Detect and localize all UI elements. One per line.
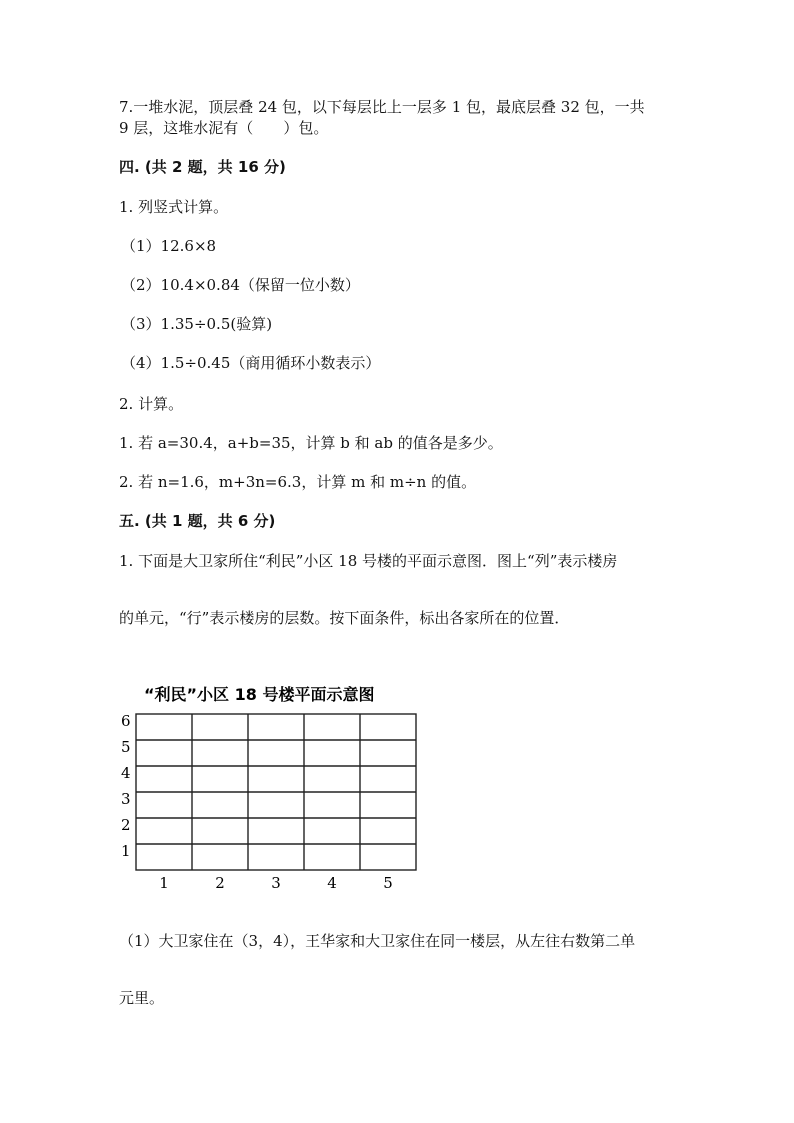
section5-sub1-line1: （1）大卫家住在（3，4），王华家和大卫家住在同一楼层，从左往右数第二单	[119, 932, 636, 950]
row-label-5: 5	[121, 738, 131, 756]
row-label-6: 6	[121, 712, 131, 730]
col-label-2: 2	[215, 874, 225, 892]
col-label-5: 5	[383, 874, 393, 892]
q7-line2: 9 层，这堆水泥有（ ）包。	[119, 119, 329, 137]
section4-q1-item-3: （3）1.35÷0.5(验算)	[121, 315, 273, 333]
section5-heading: 五. (共 1 题，共 6 分)	[119, 512, 276, 530]
section5-sub1-line2: 元里。	[119, 989, 165, 1007]
floor-plan-grid	[136, 714, 416, 870]
row-label-3: 3	[121, 790, 131, 808]
figure-title: “利民”小区 18 号楼平面示意图	[144, 685, 375, 704]
floor-plan-figure	[110, 678, 430, 893]
section4-q1-item-4: （4）1.5÷0.45（商用循环小数表示）	[121, 354, 381, 372]
section4-q1-item-2: （2）10.4×0.84（保留一位小数）	[121, 276, 360, 294]
row-label-2: 2	[121, 816, 131, 834]
section4-q1-item-1: （1）12.6×8	[121, 237, 217, 255]
section4-heading: 四. (共 2 题，共 16 分)	[119, 158, 286, 176]
col-label-1: 1	[159, 874, 169, 892]
section5-q1-line1: 1. 下面是大卫家所住“利民”小区 18 号楼的平面示意图．图上“列”表示楼房	[119, 552, 618, 570]
section4-q2-item-2: 2. 若 n=1.6，m+3n=6.3，计算 m 和 m÷n 的值。	[119, 473, 477, 491]
section5-q1-line2: 的单元，“行”表示楼房的层数。按下面条件，标出各家所在的位置．	[119, 609, 570, 627]
col-label-3: 3	[271, 874, 281, 892]
row-label-4: 4	[121, 764, 131, 782]
q7-line1: 7.一堆水泥，顶层叠 24 包，以下每层比上一层多 1 包，最底层叠 32 包，一共	[119, 98, 645, 116]
row-label-1: 1	[121, 842, 131, 860]
section4-q2-title: 2. 计算。	[119, 395, 184, 413]
section4-q1-title: 1. 列竖式计算。	[119, 198, 229, 216]
section4-q2-item-1: 1. 若 a=30.4，a+b=35，计算 b 和 ab 的值各是多少。	[119, 434, 503, 452]
col-label-4: 4	[327, 874, 337, 892]
